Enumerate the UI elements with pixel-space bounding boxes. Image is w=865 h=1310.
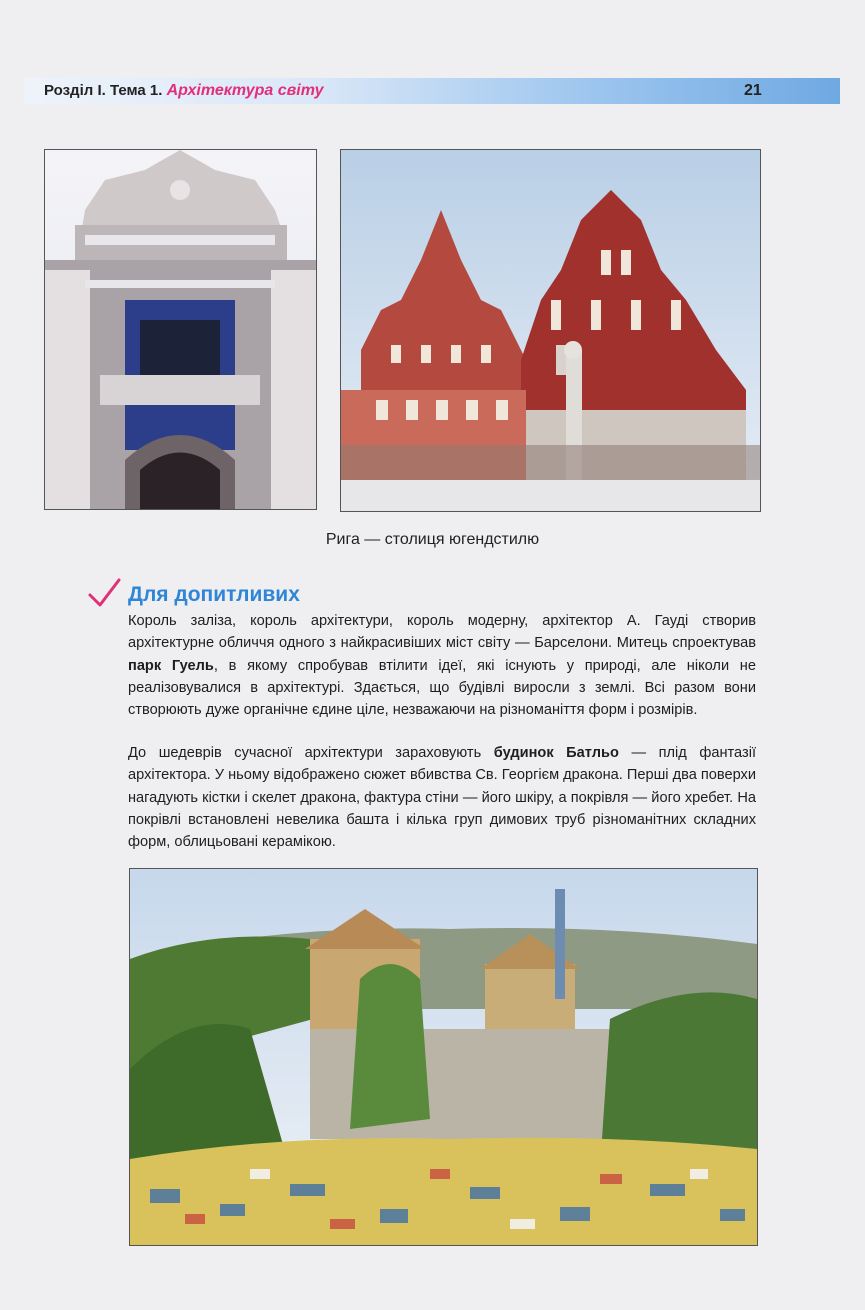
paragraph-batllo	[128, 742, 756, 853]
running-header	[44, 80, 323, 102]
park-guell-term: парк Гуель	[128, 657, 214, 674]
paragraph2-text-2: — плід фантазії архітектора. У ньому відображено сюжет вбивства Св. Георгієм дракона. Перші два поверхи нагадують кістки і скелет дракона, фактура стіни — його шкіру, а покрівля — його хребет. На покрівлі встановлені невелика башта і кілька груп димових труб різноманітних складних форм, облицьовані керамікою.	[128, 745, 756, 851]
paragraph-gaudi-intro	[128, 610, 756, 721]
casa-batllo-term: будинок Батльо	[493, 745, 619, 761]
paragraph2-text-1: До шедеврів сучасної архітектури зараховують	[128, 745, 494, 761]
riga-facade-photo	[44, 149, 317, 510]
photo-caption: Рига — столиця югендстилю	[325, 531, 540, 548]
paragraph1-text-2: , в якому спробував втілити ідеї, які існують у природі, але ніколи не реалізовувалися в архітектурі. Здається, що будівлі виросли з землі. Всі разом вони створюють дуже органічне єдине ціле, незважаючи на різноманіття форм і розмірів.	[128, 657, 756, 719]
header-section: Розділ І. Тема 1.	[44, 82, 163, 99]
page-number: 21	[744, 82, 762, 99]
riga-house-photo	[340, 149, 761, 512]
header-topic: Архітектура світу	[166, 82, 324, 99]
checkmark-icon	[86, 577, 122, 609]
paragraph1-text-1: Король заліза, король архітектури, король модерну, архітектор А. Гауді створив архітектурне обличчя одного з найкрасивіших міст світу — Барселони. Митець спроектував	[128, 613, 756, 652]
park-guell-photo	[129, 868, 758, 1246]
section-title: Для допитливих	[128, 583, 300, 606]
